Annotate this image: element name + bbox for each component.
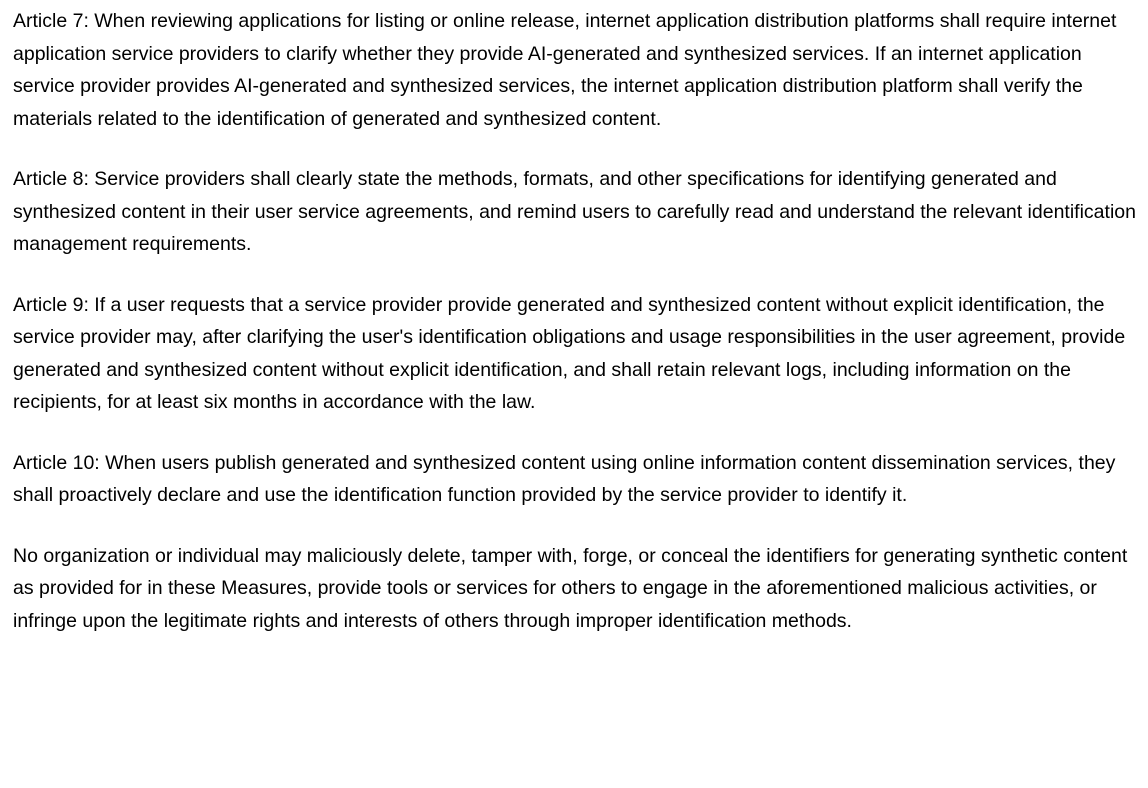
paragraph-article-7: Article 7: When reviewing applications for listing or online release, internet application distribution platforms shall require internet application service providers to clarify whether they provide AI-generated and synthesized services. If an internet application service provider provides AI-generated and synthesized services, the internet application distribution platform shall verify the materials related to the identification of generated and synthesized content. (13, 10, 1117, 130)
paragraph-article-10: Article 10: When users publish generated and synthesized content using online information content dissemination services, they shall proactively declare and use the identification function provided by the service provider to identify it. (13, 451, 1116, 506)
paragraph-article-8: Article 8: Service providers shall clearly state the methods, formats, and other specifications for identifying generated and synthesized content in their user service agreements, and remind users to carefully read and understand the relevant identification management requirements. (13, 168, 1136, 255)
paragraph-no-tampering-clause: No organization or individual may maliciously delete, tamper with, forge, or conceal the identifiers for generating synthetic content as provided for in these Measures, provide tools or services for others to engage in the aforementioned malicious activities, or infringe upon the legitimate rights and interests of others through improper identification methods. (13, 544, 1128, 632)
paragraph-article-9: Article 9: If a user requests that a service provider provide generated and synthesized content without explicit identification, the service provider may, after clarifying the user's identification obligations and usage responsibilities in the user agreement, provide generated and synthesized content without explicit identification, and shall retain relevant logs, including information on the recipients, for at least six months in accordance with the law. (13, 293, 1126, 413)
